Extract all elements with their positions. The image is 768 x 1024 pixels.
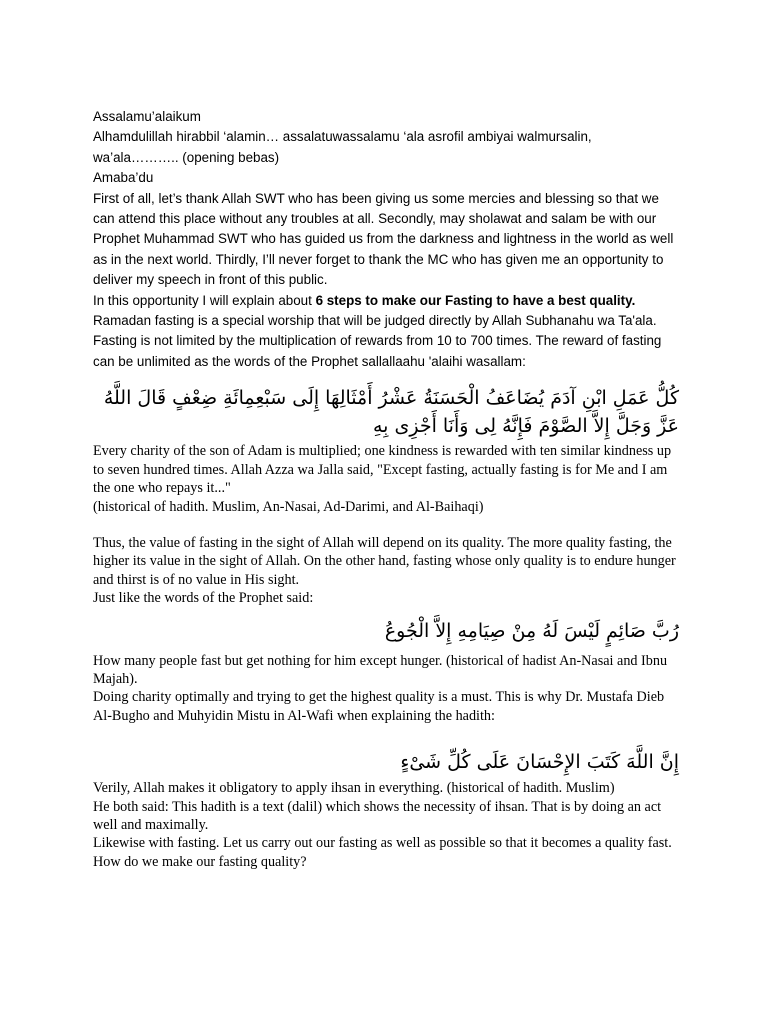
ramadan-paragraph: Ramadan fasting is a special worship that will be judged directly by Allah Subhanahu wa Ta'ala. Fasting is not limited by the multiplication of rewards from 10 to 700 times. The reward of fasting can be unlimited as the words of the Prophet sallallaahu 'alaihi wasallam:: [93, 313, 662, 369]
hadith3-section: [93, 779, 679, 871]
explanation-paragraph: He both said: This hadith is a text (dalil) which shows the necessity of ihsan. That is by doing an act well and maximally.: [93, 798, 662, 833]
thanks-paragraph: First of all, let’s thank Allah SWT who has been giving us some mercies and blessing so that we can attend this place without any troubles at all. Secondly, may sholawat and salam be with our Prophet Muhammad SWT who has guided us from the darkness and lightness in the world as well as in the next world. Thirdly, I’ll never forget to thank the MC who has given me an opportunity to deliver my speech in front of this public.: [93, 190, 674, 288]
hadith2-arabic: رُبَّ صَائِمٍ لَيْسَ لَهُ مِنْ صِيَامِهِ إِلاَّ الْجُوعُ: [384, 619, 679, 642]
hadith1-translation: Every charity of the son of Adam is multiplied; one kindness is rewarded with ten similar kindness up to seven hundred times. Allah Azza wa Jalla said, "Except fasting, actually fasting is for Me and I am the one who repays it...": [93, 443, 672, 497]
opening-line: Alhamdulillah hirabbil ‘alamin… assalatuwassalamu ‘ala asrofil ambiyai walmursalin, wa’ala……….. (opening bebas): [93, 129, 592, 165]
hadith2-translation: How many people fast but get nothing for him except hunger. (historical of hadist An-Nasai and Ibnu Majah).: [93, 652, 668, 687]
topic-prefix: In this opportunity I will explain about: [93, 292, 316, 308]
hadith1-arabic: كُلُّ عَمَلِ ابْنِ آدَمَ يُضَاعَفُ الْحَسَنَةُ عَشْرُ أَمْثَالِهَا إِلَى سَبْعِمِائَةِ ضِعْفٍ قَالَ اللَّهُ عَزَّ وَجَلَّ إِلاَّ الصَّوْمَ فَإِنَّهُ لِى وَأَنَا أَجْزِى بِهِ: [103, 387, 679, 438]
topic-bold: 6 steps to make our Fasting to have a best quality.: [315, 292, 636, 308]
blank-line: [93, 516, 679, 534]
document-page: [93, 107, 679, 871]
quality-paragraph: Thus, the value of fasting in the sight of Allah will depend on its quality. The more quality fasting, the higher its value in the sight of Allah. On the other hand, fasting whose only quality is to endure hunger and thirst is of no value in His sight.: [93, 534, 676, 588]
hadith1-section: [93, 442, 679, 607]
hadith1-source: (historical of hadith. Muslim, An-Nasai, Ad-Darimi, and Al-Baihaqi): [93, 498, 484, 515]
hadith3-arabic: إِنَّ اللَّهَ كَتَبَ الإِحْسَانَ عَلَى كُلِّ شَىْءٍ: [400, 751, 679, 774]
amabadu-line: Amaba’du: [93, 170, 154, 186]
hadith3-translation: Verily, Allah makes it obligatory to apply ihsan in everything. (historical of hadith. Muslim): [93, 780, 615, 797]
closing-paragraph: Likewise with fasting. Let us carry out our fasting as well as possible so that it becomes a quality fast. How do we make our fasting quality?: [93, 835, 672, 870]
greeting-section: [93, 107, 679, 372]
charity-paragraph: Doing charity optimally and trying to get the highest quality is a must. This is why Dr. Mustafa Dieb Al-Bugho and Muhyidin Mistu in Al-Wafi when explaining the hadith:: [93, 689, 665, 724]
salam-line: Assalamu’alaikum: [93, 109, 201, 124]
hadith2-section: [93, 652, 679, 726]
topic-paragraph: [93, 291, 679, 311]
prophet-said-line: Just like the words of the Prophet said:: [93, 590, 314, 607]
